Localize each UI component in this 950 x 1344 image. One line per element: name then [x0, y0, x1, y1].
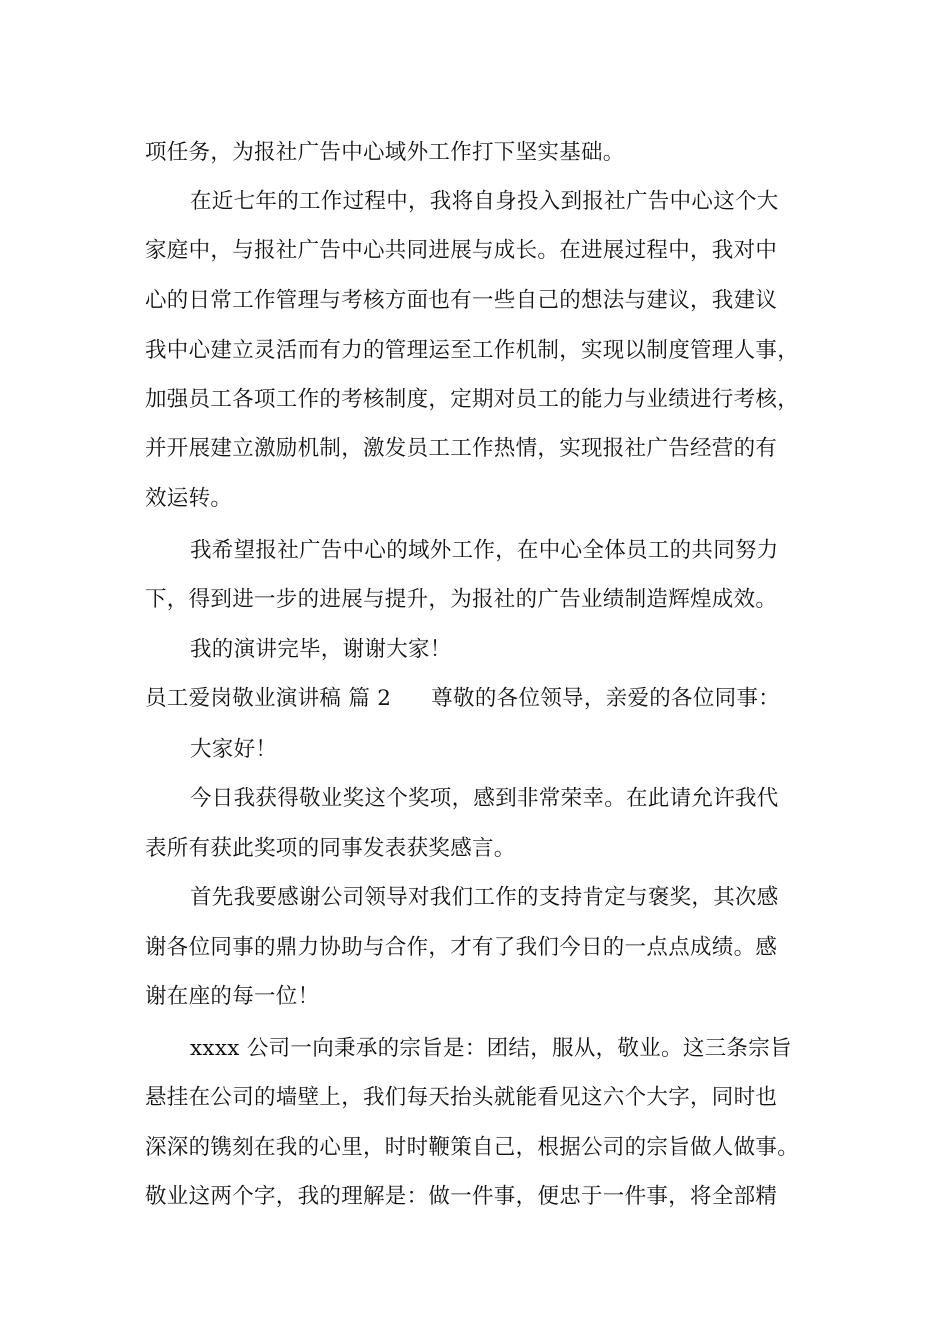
paragraph-line: 表所有获此奖项的同事发表获奖感言。 [145, 836, 516, 861]
section-heading: 员工爱岗敬业演讲稿 篇 2 [145, 686, 392, 711]
section-heading-line [145, 682, 780, 716]
paragraph-line: 项任务，为报社广告中心域外工作打下坚实基础。 [145, 140, 625, 165]
paragraph-line: 我的演讲完毕，谢谢大家！ [190, 637, 452, 662]
paragraph-line: 敬业这两个字，我的理解是：做一件事，便忠于一件事，将全部精 [145, 1184, 778, 1209]
paragraph-line: 心的日常工作管理与考核方面也有一些自己的想法与建议，我建议 [145, 288, 778, 313]
paragraph-line: xxxx 公司一向秉承的宗旨是：团结，服从，敬业。这三条宗旨 [190, 1036, 792, 1061]
paragraph-line: 大家好！ [190, 737, 278, 762]
paragraph-line: 并开展建立激励机制，激发员工工作热情，实现报社广告经营的有 [145, 436, 778, 461]
paragraph-line: 在近七年的工作过程中，我将自身投入到报社广告中心这个大 [190, 189, 779, 214]
paragraph-line: 下，得到进一步的进展与提升，为报社的广告业绩制造辉煌成效。 [145, 587, 778, 612]
paragraph-line: 今日我获得敬业奖这个奖项，感到非常荣幸。在此请允许我代 [190, 786, 779, 811]
paragraph-line: 深深的镌刻在我的心里，时时鞭策自己，根据公司的宗旨做人做事。 [145, 1135, 800, 1160]
paragraph-line: 加强员工各项工作的考核制度，定期对员工的能力与业绩进行考核， [145, 387, 800, 412]
paragraph-line: 首先我要感谢公司领导对我们工作的支持肯定与褒奖，其次感 [190, 885, 779, 910]
paragraph-line: 谢在座的每一位！ [145, 984, 320, 1009]
salutation: 尊敬的各位领导，亲爱的各位同事： [431, 686, 781, 711]
paragraph-line: 家庭中，与报社广告中心共同进展与成长。在进展过程中，我对中 [145, 238, 778, 263]
paragraph-line: 谢各位同事的鼎力协助与合作，才有了我们今日的一点点成绩。感 [145, 935, 778, 960]
paragraph-line: 悬挂在公司的墙壁上，我们每天抬头就能看见这六个大字，同时也 [145, 1085, 778, 1110]
paragraph-line: 效运转。 [145, 486, 233, 511]
paragraph-line: 我希望报社广告中心的域外工作，在中心全体员工的共同努力 [190, 538, 779, 563]
paragraph-line: 我中心建立灵活而有力的管理运至工作机制，实现以制度管理人事， [145, 338, 800, 363]
